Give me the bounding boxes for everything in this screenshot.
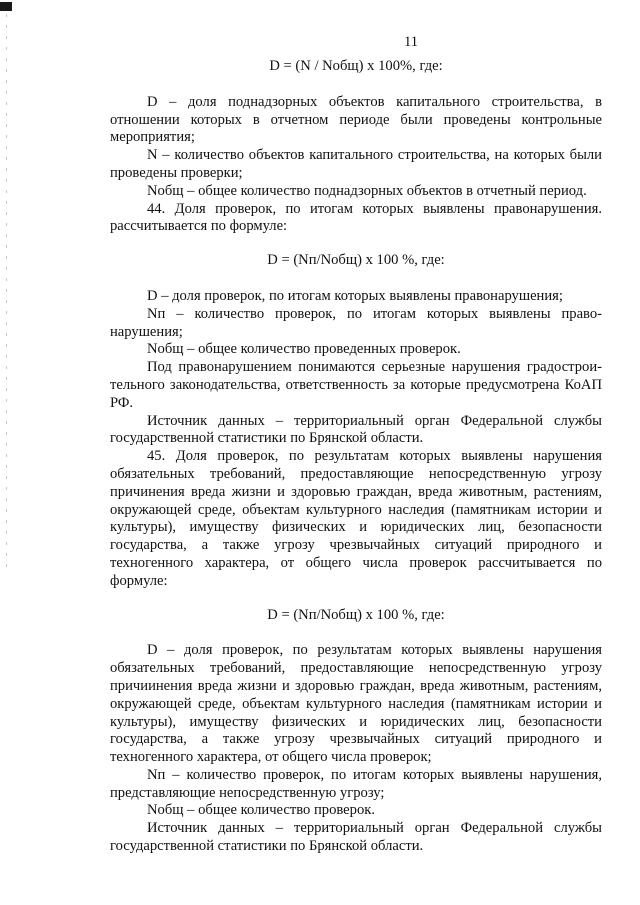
paragraph: Nобщ – общее количество проверок. — [147, 802, 375, 819]
paragraph: D – доля проверок, по результатам которых выявлены нарушения обязательных требований, предоставляющие непосредственную угрозу причиинения вреда жизни и здоровью граждан, вреда животным, растениям, окружающей среде, объектам культурного наследия (памятникам истории и культуры), имуществу физических и юридических лиц, безопасности государства, а также угрозу чрезвычайных ситуаций природного и техногенного характера, от общего числа проверок; — [110, 642, 602, 766]
paragraph: 45. Доля проверок, по результатам которых выявлены нарушения обязательных требований, предоставляющие непосредственную угрозу причинения вреда жизни и здоровью граждан, вреда животным, растениям, окружающей среде, объектам культурного наследия (памятникам истории и культуры), имуществу физических и юридических лиц, безопасности государства, а также угрозу чрезвычайных ситуаций природного и техногенного характера, от общего числа проверок рассчитывается по формуле: — [110, 448, 602, 589]
spacer — [110, 591, 602, 607]
spacer — [110, 76, 602, 94]
spacer — [110, 270, 602, 288]
paragraph: N – количество объектов капитального строительства, на которых были проведены проверки; — [110, 147, 602, 181]
paragraph: D – доля поднадзорных объектов капитального строительства, в отношении которых в отчетном периоде были проведены контрольные мероприятия; — [110, 93, 602, 146]
page-number: 11 — [403, 34, 419, 50]
spacer — [110, 624, 602, 642]
paragraph: Nп – количество проверок, по итогам которых выявлены нарушения, представляющие непосредственную угрозу; — [110, 766, 602, 801]
paragraph: Nобщ – общее количество проведенных проверок. — [147, 341, 461, 358]
paragraph: D – доля проверок, по итогам которых выявлены правонарушения; — [147, 287, 563, 304]
formula: D = (N / Nобщ) х 100%, где: — [269, 58, 443, 74]
paragraph: Источник данных – территориальный орган Федеральной службы государственной статистики по Брянской области. — [110, 412, 602, 447]
spacer — [110, 236, 602, 252]
paragraph: Nобщ – общее количество поднадзорных объектов в отчетный период. — [147, 182, 587, 199]
formula: D = (Nп/Nобщ) х 100 %, где: — [267, 606, 445, 623]
paragraph: 44. Доля проверок, по итогам которых выявлены правонарушения. рассчитывается по формуле: — [110, 200, 602, 235]
scan-artifact-mark — [0, 2, 12, 11]
paragraph: Под правонарушением понимаются серьезные нарушения градострои-тельного законодательства, ответственность за которые предусмотрена КоАП РФ. — [110, 359, 602, 411]
document-body — [110, 34, 602, 856]
scan-artifact-edge — [6, 14, 7, 574]
paragraph: Источник данных – территориальный орган Федеральной службы государственной статистики по Брянской области. — [110, 820, 602, 855]
paragraph: Nп – количество проверок, по итогам которых выявлены право-нарушения; — [110, 305, 602, 340]
formula: D = (Nп/Nобщ) х 100 %, где: — [267, 252, 445, 269]
